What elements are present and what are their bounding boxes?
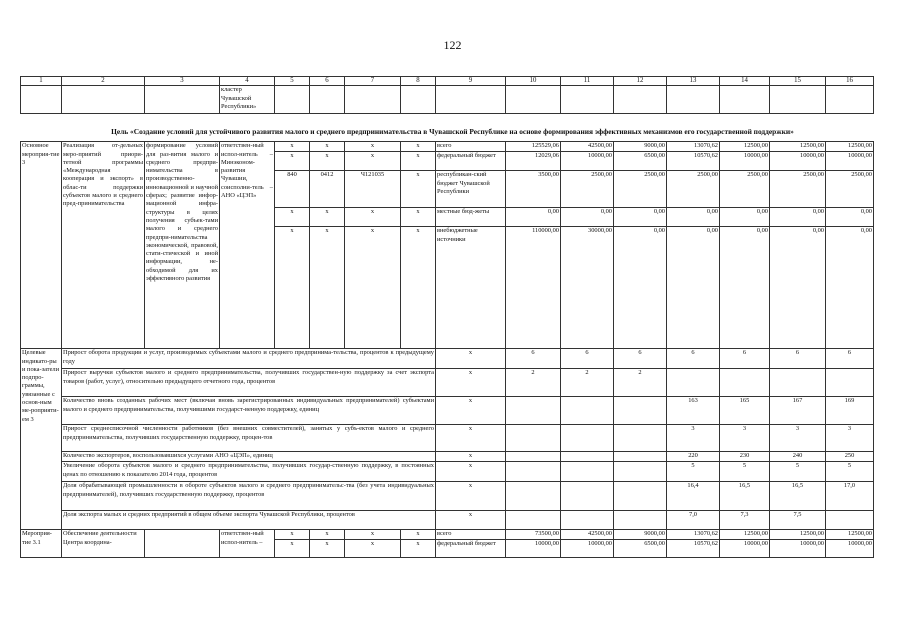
value-cell: 0,00 [826, 227, 874, 349]
value-cell: 2500,00 [667, 171, 720, 208]
value-cell: 12500,00 [826, 530, 874, 540]
value-cell: 12029,06 [506, 152, 561, 171]
indicator-value [506, 462, 561, 482]
indicator-value [614, 482, 667, 511]
indicator-value: 16,5 [720, 482, 770, 511]
value-cell: 0,00 [667, 227, 720, 349]
continuation-row [21, 86, 874, 114]
header-cell: 4 [220, 77, 275, 86]
value-cell: 12500,00 [720, 142, 770, 152]
value-cell: 73500,00 [506, 530, 561, 540]
header-cell: 7 [345, 77, 401, 86]
indicator-row [21, 452, 874, 462]
indicator-value: 6 [826, 349, 874, 369]
indicator-value: 167 [770, 397, 826, 425]
indicators-label: Целевые индикато-ры и пока-затели подпро-граммы, увязанные с основ-ным ме-роприяти-ем 3 [21, 349, 62, 530]
code-cell: x [310, 142, 345, 152]
event3-responsible: ответствен-ный испол-нитель – Минэконом-развития Чувашии, соисполни-тель – АНО «ЦЭП» [220, 142, 275, 349]
indicator-value [506, 425, 561, 452]
value-cell: 10570,62 [667, 540, 720, 558]
code-cell: 0412 [310, 171, 345, 208]
header-cell: 12 [614, 77, 667, 86]
value-cell: 10000,00 [770, 152, 826, 171]
indicator-value [506, 397, 561, 425]
value-cell: 13070,62 [667, 530, 720, 540]
source-cell: федеральный бюджет [436, 152, 506, 171]
indicator-text: Количество вновь созданных рабочих мест (включая вновь зарегистрированных индивидуальных предпринимателей) субъектами малого и среднего предпринимательства, получившими государст-венную поддержку, единиц [62, 397, 436, 425]
indicator-value: 2 [561, 369, 614, 397]
event31-responsible: ответствен-ный испол-нитель – [220, 530, 275, 558]
code-cell: x [401, 540, 436, 558]
indicator-x: x [436, 511, 506, 530]
value-cell: 10000,00 [826, 152, 874, 171]
indicator-x: x [436, 452, 506, 462]
indicator-value [561, 425, 614, 452]
indicator-value: 3 [720, 425, 770, 452]
indicator-value: 2 [614, 369, 667, 397]
indicator-x: x [436, 349, 506, 369]
header-row [21, 77, 874, 86]
indicator-text: Доля экспорта малых и средних предприятий в общем объеме экспорта Чувашской Республики, процентов [62, 511, 436, 530]
code-cell: x [401, 530, 436, 540]
indicator-text: Прирост среднесписочной численности работников (без внешних совместителей), занятых у субъ-ектов малого и среднего предпринимательства, получивших государственную поддержку, процен-тов [62, 425, 436, 452]
value-cell: 12500,00 [770, 142, 826, 152]
indicator-value [614, 397, 667, 425]
value-cell: 30000,00 [561, 227, 614, 349]
indicator-value [561, 397, 614, 425]
value-cell: 6500,00 [614, 540, 667, 558]
value-cell: 2500,00 [770, 171, 826, 208]
indicator-x: x [436, 482, 506, 511]
value-cell: 0,00 [506, 208, 561, 227]
event3-name: Реализация от-дельных меро-приятий приори-тетной программы «Международная кооперация и экспорт» в облас-ти поддержки субъектов малого и среднего пред-принимательства [62, 142, 145, 349]
indicator-value: 163 [667, 397, 720, 425]
indicator-x: x [436, 425, 506, 452]
code-cell: x [401, 227, 436, 349]
indicator-value: 230 [720, 452, 770, 462]
code-cell: x [401, 171, 436, 208]
value-cell: 0,00 [561, 208, 614, 227]
value-cell: 12500,00 [720, 530, 770, 540]
value-cell: 42500,00 [561, 530, 614, 540]
value-cell: 2500,00 [720, 171, 770, 208]
indicator-text: Количество экспортеров, воспользовавшихся услугами АНО «ЦЭП», единиц [62, 452, 436, 462]
event31-block [21, 530, 874, 558]
indicator-x: x [436, 397, 506, 425]
indicator-value: 6 [506, 349, 561, 369]
indicator-x: x [436, 369, 506, 397]
indicator-value: 6 [667, 349, 720, 369]
code-cell: x [310, 208, 345, 227]
code-cell: x [275, 208, 310, 227]
code-cell: x [401, 152, 436, 171]
header-cell: 10 [506, 77, 561, 86]
indicator-value [506, 511, 561, 530]
indicator-text: Увеличение оборота субъектов малого и среднего предпринимательства, получивших государ-ственную поддержку, в постоянных ценах по отношению к показателю 2014 года, процентов [62, 462, 436, 482]
value-cell: 10000,00 [826, 540, 874, 558]
indicator-row [21, 349, 874, 369]
value-cell: 2500,00 [614, 171, 667, 208]
value-cell: 2500,00 [826, 171, 874, 208]
code-cell: x [345, 530, 401, 540]
indicator-value [614, 425, 667, 452]
indicator-value [506, 452, 561, 462]
indicator-value [561, 482, 614, 511]
indicator-value: 5 [826, 462, 874, 482]
value-cell: 12500,00 [770, 530, 826, 540]
value-cell: 125529,06 [506, 142, 561, 152]
indicator-value: 240 [770, 452, 826, 462]
source-cell: внебюджетные источники [436, 227, 506, 349]
indicator-text: Прирост выручки субъектов малого и среднего предпринимательства, получивших государствен-ную поддержку за счет экспорта товаров (работ, услуг), относительно предыдущего отчетного года, процентов [62, 369, 436, 397]
indicator-row [21, 425, 874, 452]
code-cell: x [401, 142, 436, 152]
indicator-row [21, 462, 874, 482]
header-cell: 6 [310, 77, 345, 86]
value-cell: 13070,62 [667, 142, 720, 152]
value-cell: 0,00 [826, 208, 874, 227]
value-cell: 0,00 [770, 208, 826, 227]
header-cell: 8 [401, 77, 436, 86]
page-number: 122 [443, 38, 462, 52]
indicator-value [614, 511, 667, 530]
code-cell: x [345, 152, 401, 171]
code-cell: x [345, 540, 401, 558]
value-cell: 0,00 [720, 208, 770, 227]
code-cell: x [345, 208, 401, 227]
source-cell: федеральный бюджет [436, 540, 506, 558]
indicator-value: 6 [720, 349, 770, 369]
source-cell: всего [436, 530, 506, 540]
continuation-cell: кластер Чувашской Республики» [220, 86, 275, 114]
value-cell: 42500,00 [561, 142, 614, 152]
code-cell: x [310, 152, 345, 171]
value-cell: 10000,00 [561, 540, 614, 558]
indicator-value [561, 452, 614, 462]
code-cell: 840 [275, 171, 310, 208]
code-cell: x [345, 142, 401, 152]
indicator-row [21, 397, 874, 425]
value-cell: 110000,00 [506, 227, 561, 349]
indicator-value [826, 511, 874, 530]
header-cell: 14 [720, 77, 770, 86]
header-cell: 13 [667, 77, 720, 86]
code-cell: x [275, 152, 310, 171]
indicator-value [770, 369, 826, 397]
header-cell: 15 [770, 77, 826, 86]
code-cell: x [275, 530, 310, 540]
source-cell: всего [436, 142, 506, 152]
value-cell: 0,00 [614, 208, 667, 227]
code-cell: x [275, 142, 310, 152]
indicator-value: 16,4 [667, 482, 720, 511]
event3-goal: формирование условий для раз-вития малого и среднего предпри-нимательства в производственно-инновационной и научной сферах; развитие инфор-мационной инфра-структуры в целях получения субъек-тами малого и среднего предпри-нимательства экономической, правовой, стати-стической и иной информации, не-обходимой для их эффективного развития [145, 142, 220, 349]
header-cell: 11 [561, 77, 614, 86]
value-cell: 3500,00 [506, 171, 561, 208]
event31-label: Мероприя-тие 3.1 [21, 530, 62, 558]
value-cell: 9000,00 [614, 530, 667, 540]
value-cell: 10000,00 [506, 540, 561, 558]
indicator-value: 7,0 [667, 511, 720, 530]
indicator-row [21, 369, 874, 397]
indicator-value [826, 369, 874, 397]
code-cell: x [310, 530, 345, 540]
value-cell: 10570,62 [667, 152, 720, 171]
code-cell: Ч121035 [345, 171, 401, 208]
indicator-value [561, 462, 614, 482]
goal-heading: Цель «Создание условий для устойчивого развития малого и среднего предпринимательства в Чувашской Республике на основе формирования эффективных механизмов его государственной поддержки» [111, 127, 794, 136]
value-cell: 2500,00 [561, 171, 614, 208]
header-cell: 1 [21, 77, 62, 86]
indicator-text: Доля обрабатывающей промышленности в обороте субъектов малого и среднего предпринимательс-тва (без учета индивидуальных предпринимателей), получивших государственную поддержку, процентов [62, 482, 436, 511]
value-cell: 10000,00 [561, 152, 614, 171]
code-cell: x [345, 227, 401, 349]
code-cell: x [275, 227, 310, 349]
indicator-value [720, 369, 770, 397]
value-cell: 12500,00 [826, 142, 874, 152]
indicator-value: 3 [826, 425, 874, 452]
value-cell: 0,00 [614, 227, 667, 349]
indicator-value: 3 [667, 425, 720, 452]
indicator-value: 17,0 [826, 482, 874, 511]
event3-label: Основное мероприя-тие 3 [21, 142, 62, 349]
indicator-value: 5 [720, 462, 770, 482]
indicator-value: 7,5 [770, 511, 826, 530]
value-cell: 6500,00 [614, 152, 667, 171]
header-cell: 2 [62, 77, 145, 86]
value-cell: 0,00 [770, 227, 826, 349]
indicator-value: 220 [667, 452, 720, 462]
value-cell: 0,00 [667, 208, 720, 227]
indicator-value: 169 [826, 397, 874, 425]
value-cell: 10000,00 [720, 152, 770, 171]
indicator-value: 7,3 [720, 511, 770, 530]
indicator-value: 250 [826, 452, 874, 462]
source-cell: республикан-ский бюджет Чувашской Республики [436, 171, 506, 208]
value-cell: 10000,00 [720, 540, 770, 558]
program-table [20, 76, 874, 558]
indicator-row [21, 482, 874, 511]
indicator-value [614, 462, 667, 482]
value-cell: 10000,00 [770, 540, 826, 558]
event3-block [21, 142, 874, 349]
indicator-x: x [436, 462, 506, 482]
indicators-block [21, 349, 874, 530]
indicator-value: 2 [506, 369, 561, 397]
indicator-text: Прирост оборота продукции и услуг, производимых субъектами малого и среднего предпринима-тельства, процентов к предыдущему году [62, 349, 436, 369]
header-cell: 5 [275, 77, 310, 86]
indicator-row [21, 511, 874, 530]
indicator-value: 5 [770, 462, 826, 482]
value-cell: 0,00 [720, 227, 770, 349]
code-cell: x [310, 227, 345, 349]
header-cell: 16 [826, 77, 874, 86]
indicator-value [614, 452, 667, 462]
source-cell: местные бюд-жеты [436, 208, 506, 227]
indicator-value: 5 [667, 462, 720, 482]
indicator-value: 16,5 [770, 482, 826, 511]
indicator-value [667, 369, 720, 397]
indicator-value: 6 [561, 349, 614, 369]
code-cell: x [401, 208, 436, 227]
indicator-value: 165 [720, 397, 770, 425]
value-cell: 9000,00 [614, 142, 667, 152]
code-cell: x [310, 540, 345, 558]
indicator-value: 6 [614, 349, 667, 369]
indicator-value: 3 [770, 425, 826, 452]
event3-row [21, 142, 874, 152]
header-cell: 3 [145, 77, 220, 86]
indicator-value [561, 511, 614, 530]
header-cell: 9 [436, 77, 506, 86]
indicator-value: 6 [770, 349, 826, 369]
event31-name: Обеспечение деятельности Центра координа- [62, 530, 145, 558]
indicator-value [506, 482, 561, 511]
code-cell: x [275, 540, 310, 558]
event31-row [21, 530, 874, 540]
